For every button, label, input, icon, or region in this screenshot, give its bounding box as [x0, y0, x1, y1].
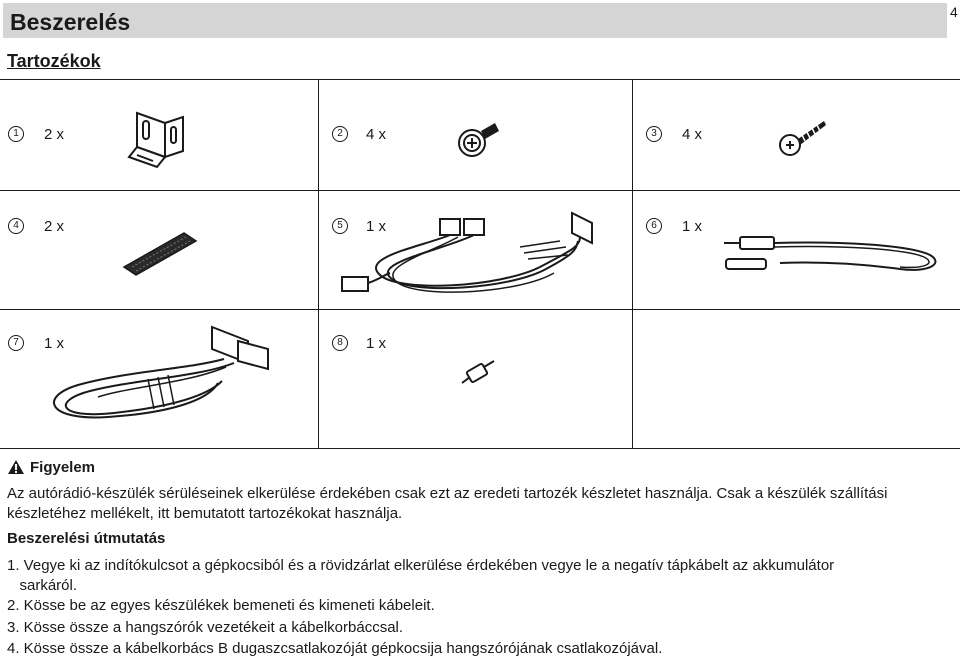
item-quantity: 4 x [682, 126, 703, 143]
accessories-grid [0, 79, 960, 449]
grid-line [632, 79, 633, 449]
item-quantity: 4 x [366, 126, 387, 143]
connector-cable-icon [38, 321, 288, 431]
item-number: 4 [8, 218, 24, 234]
header-bar [3, 3, 947, 38]
item-quantity: 2 x [44, 126, 65, 143]
item-quantity: 1 x [682, 218, 703, 235]
grid-line [0, 448, 960, 449]
instruction-step: sarkáról. [7, 577, 78, 594]
item-quantity: 1 x [366, 335, 387, 352]
item-number: 3 [646, 126, 662, 142]
grid-line [318, 79, 319, 449]
item-quantity: 2 x [44, 218, 65, 235]
item-number: 8 [332, 335, 348, 351]
wire-harness-icon [340, 207, 610, 307]
bracket-icon [125, 109, 195, 179]
page-number: 4 [950, 4, 958, 20]
section-title: Tartozékok [7, 51, 101, 71]
grid-line [0, 79, 960, 80]
instruction-step: 2. Kösse be az egyes készülékek bemeneti és kimeneti kábeleit. [7, 597, 435, 614]
page-title: Beszerelés [10, 9, 131, 35]
antenna-cable-icon [720, 227, 950, 287]
warning-text: készletéhez mellékelt, itt bemutatott tartozékokat használja. [7, 505, 403, 522]
warning-icon [7, 459, 25, 475]
item-quantity: 1 x [366, 218, 387, 235]
item-number: 2 [332, 126, 348, 142]
item-number: 5 [332, 218, 348, 234]
instruction-step: 3. Kösse össze a hangszórók vezetékeit a kábelkorbáccsal. [7, 619, 404, 636]
velcro-strip-icon [120, 229, 202, 279]
item-number: 6 [646, 218, 662, 234]
warning-text: Az autórádió-készülék sérüléseinek elkerülése érdekében csak ezt az eredeti tartozék készletet használja. Csak a készülék szállítási [7, 485, 888, 502]
grid-line [0, 190, 960, 191]
instruction-step: 1. Vegye ki az indítókulcsot a gépkocsiból és a rövidzárlat elkerülése érdekében vegye le a negatív tápkábelt az akkumulátor [7, 557, 835, 574]
instructions-heading: Beszerelési útmutatás [7, 530, 166, 547]
screw-icon [776, 115, 830, 161]
item-number: 1 [8, 126, 24, 142]
item-quantity: 1 x [44, 335, 65, 352]
instruction-step: 4. Kösse össze a kábelkorbács B dugaszcsatlakozóját gépkocsija hangszórójának csatlakozójával. [7, 640, 663, 657]
grid-line [0, 309, 960, 310]
item-number: 7 [8, 335, 24, 351]
antenna-adapter-icon [458, 359, 498, 389]
warning-title: Figyelem [30, 459, 96, 476]
bolt-icon [455, 117, 505, 163]
